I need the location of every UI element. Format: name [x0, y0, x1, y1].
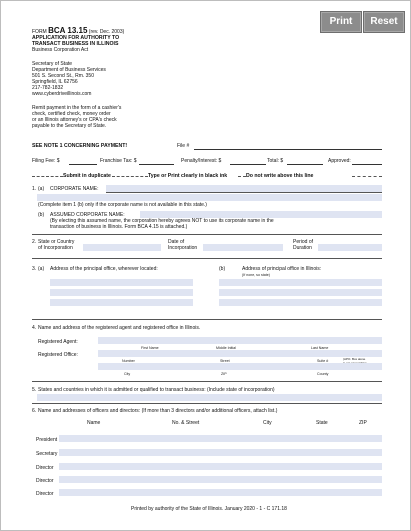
item-3-number: 3. [32, 266, 37, 272]
section-divider [32, 403, 382, 404]
county-caption: County [317, 372, 329, 376]
date-label-2: Incorporation [168, 245, 198, 251]
address-line-2: Department of Business Services [32, 67, 106, 73]
registered-agent-label: Registered Agent: [38, 339, 78, 345]
total-line [287, 164, 323, 165]
address-phone: 217-782-1832 [32, 85, 64, 91]
section-divider [32, 319, 382, 320]
period-label-2: Duration [293, 245, 312, 251]
if-none-note: (If none, so state) [242, 273, 270, 277]
reset-button[interactable]: Reset [363, 11, 405, 33]
director-3-input[interactable] [59, 489, 382, 496]
registered-office-city-input[interactable] [98, 363, 382, 370]
item-1-number: 1. [32, 186, 37, 192]
item-3a-marker: (a) [38, 266, 45, 272]
penalty-label: Penalty/Interest: $ [181, 158, 222, 164]
street-caption: Street [220, 359, 230, 363]
form-prefix: FORM [32, 29, 47, 35]
col-zip: ZIP [359, 420, 367, 426]
address-line-1: Secretary of State [32, 61, 73, 67]
col-street: No. & Street [172, 420, 200, 426]
illinois-address-line-2[interactable] [219, 289, 382, 296]
officer-row-label: Director [36, 478, 54, 484]
suite-caption: Suite # [317, 359, 329, 363]
corporate-name-input[interactable] [106, 185, 382, 192]
col-city: City [263, 420, 272, 426]
date-label-1: Date of [168, 239, 185, 245]
director-1-input[interactable] [59, 463, 382, 470]
col-name: Name [87, 420, 101, 426]
form-rev: (rev. Dec. 2003) [88, 29, 125, 35]
act-name: Business Corporation Act [32, 47, 89, 53]
filing-fee-line [69, 164, 97, 165]
corporate-name-label: CORPORATE NAME: [50, 186, 99, 192]
payment-note: SEE NOTE 1 CONCERNING PAYMENT! [32, 143, 128, 149]
illinois-address-line-1[interactable] [219, 279, 382, 286]
apo-note-1: (APO. Box alone [343, 357, 366, 361]
director-2-input[interactable] [59, 476, 382, 483]
approved-line [352, 164, 382, 165]
form-number: BCA 13.15 [48, 26, 88, 35]
file-number-line [194, 149, 382, 150]
secretary-input[interactable] [59, 449, 382, 456]
period-label-1: Period of [293, 239, 314, 245]
illinois-office-label: Address of principal office in Illinois: [242, 266, 322, 272]
number-caption: Number [122, 359, 135, 363]
instruction-dash [352, 176, 382, 177]
item-2-number: 2. [32, 239, 37, 245]
officers-label: Name and addresses of officers and directors: (If more than 3 directors and/or additional officers, attach list.) [38, 408, 278, 414]
approved-label: Approved: [328, 158, 351, 164]
item-3b-marker: (b) [219, 266, 226, 272]
principal-office-label: Address of the principal office, wherever located: [50, 266, 158, 272]
remit-line-4: payable to the Secretary of State. [32, 123, 107, 129]
officer-row-label: Director [36, 491, 54, 497]
field-underline [106, 192, 382, 193]
penalty-line [230, 164, 266, 165]
title-line-1: APPLICATION FOR AUTHORITY TO [32, 35, 120, 41]
item-4-number: 4. [32, 325, 37, 331]
period-of-duration-input[interactable] [318, 244, 382, 251]
assumed-note-1: (By electing this assumed name, the corporation hereby agrees NOT to use its corporate name in the [50, 218, 274, 224]
officer-row-label: Director [36, 465, 54, 471]
type-print-text: Type or Print clearly in black ink [148, 173, 228, 179]
principal-address-line-2[interactable] [50, 289, 193, 296]
city-caption: City [124, 372, 131, 376]
instruction-dash [112, 176, 148, 177]
title-line-2: TRANSACT BUSINESS IN ILLINOIS [32, 41, 119, 47]
principal-address-line-1[interactable] [50, 279, 193, 286]
assumed-name-input[interactable] [140, 211, 382, 218]
franchise-tax-label: Franchise Tax: $ [100, 158, 137, 164]
first-name-caption: First Name [141, 346, 159, 350]
do-not-write-text: Do not write above this line [246, 173, 314, 179]
last-name-caption: Last Name [311, 346, 329, 350]
remit-line-3: or an Illinois attorney's or CPA's check [32, 117, 117, 123]
instruction-dash [238, 176, 246, 177]
states-admitted-label: States and countries in which it is admitted or qualified to transact business: (Include state of incorporation) [38, 387, 275, 393]
address-line-3: 501 S. Second St., Rm. 350 [32, 73, 94, 79]
col-state: State [316, 420, 328, 426]
registered-office-input[interactable] [98, 350, 382, 357]
franchise-tax-line [139, 164, 174, 165]
officer-row-label: President [36, 437, 58, 443]
middle-initial-caption: Middle Initial [216, 346, 236, 350]
officer-row-label: Secretary [36, 451, 58, 457]
state-of-incorporation-input[interactable] [83, 244, 161, 251]
item-5-number: 5. [32, 387, 37, 393]
total-label: Total: $ [267, 158, 284, 164]
remit-line-1: Remit payment in the form of a cashier's [32, 105, 122, 111]
corporate-name-input-2[interactable] [37, 194, 382, 201]
filing-fee-label: Filing Fee: $ [32, 158, 60, 164]
president-input[interactable] [59, 435, 382, 442]
registered-office-label: Registered Office: [38, 352, 78, 358]
registered-agent-input[interactable] [98, 337, 382, 344]
state-label-2: of Incorporation [38, 245, 73, 251]
instruction-dash [32, 176, 63, 177]
registered-agent-heading: Name and address of the registered agent and registered office in Illinois. [38, 325, 201, 331]
assumed-name-label: ASSUMED CORPORATE NAME: [50, 212, 125, 218]
submit-duplicate-text: Submit in duplicate [63, 173, 111, 179]
illinois-address-line-3[interactable] [219, 299, 382, 306]
date-of-incorporation-input[interactable] [203, 244, 283, 251]
file-number-label: File # [177, 143, 190, 149]
address-website: www.cyberdriveillinois.com [32, 91, 92, 97]
item-1b-marker: (b) [38, 212, 45, 218]
principal-address-line-3[interactable] [50, 299, 193, 306]
section-divider [32, 381, 382, 382]
assumed-note-2: transaction of business in Illinois. Form BCA 4.15 is attached.) [50, 224, 188, 230]
state-label-1: State or Country [38, 239, 75, 245]
zip-caption: ZIP [221, 372, 227, 376]
section-divider [32, 234, 382, 235]
item-6-number: 6. [32, 408, 37, 414]
item-1a-marker: (a) [38, 186, 45, 192]
states-admitted-input[interactable] [37, 394, 382, 401]
section-divider [32, 258, 382, 259]
print-button[interactable]: Print [320, 11, 362, 33]
remit-line-2: check, certified check, money order [32, 111, 111, 117]
footer-text: Printed by authority of the State of Illinois. January 2020 - 1 - C 171.18 [131, 506, 287, 512]
address-line-4: Springfield, IL 62756 [32, 79, 78, 85]
complete-instruction: (Complete item 1 (b) only if the corporate name is not available in this state.) [38, 202, 207, 208]
